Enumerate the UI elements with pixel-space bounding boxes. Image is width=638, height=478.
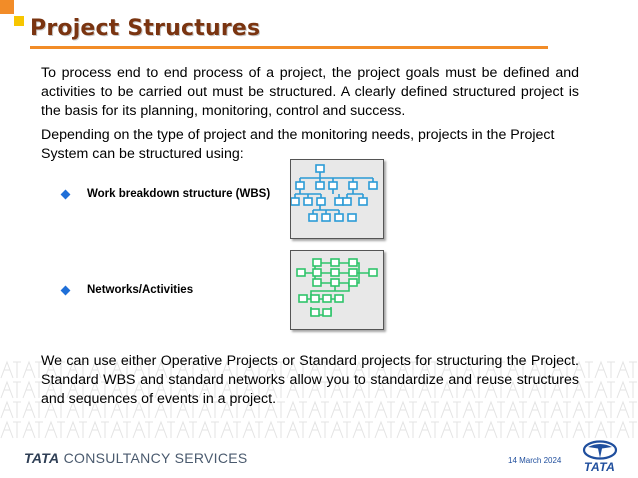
tata-brand-word: TATA: [584, 460, 616, 474]
network-diagram: [290, 250, 384, 330]
bullet-wbs-label: Work breakdown structure (WBS): [87, 188, 271, 200]
intro-paragraph: To process end to end process of a project, the project goals must be defined and activities to be carried out must be structured. A clearly defined structured project is the basis for its planning, monitoring, control and success.: [41, 65, 579, 119]
corner-square-orange: [0, 0, 14, 14]
closing-paragraph: We can use either Operative Projects or Standard projects for structuring the Project. Standard WBS and standard networks allow you to standardize and reuse structures and sequences of events in a project.: [41, 353, 579, 407]
footer-date: 14 March 2024: [508, 456, 562, 465]
tata-logo-icon: [582, 440, 618, 460]
wbs-diagram: [290, 159, 384, 239]
network-graph-icon: [291, 251, 383, 329]
wbs-hierarchy-icon: [291, 160, 383, 238]
bullet-wbs: [62, 188, 270, 200]
bullet-networks: [62, 284, 193, 296]
structuring-paragraph: Depending on the type of project and the monitoring needs, projects in the Project System can be structured using:: [41, 127, 555, 162]
footer-company-logo: TATA CONSULTANCY SERVICES: [24, 450, 248, 466]
bullet-networks-label: Networks/Activities: [87, 284, 194, 296]
bullet-diamond-icon: [61, 285, 71, 295]
slide-title: Project Structures: [30, 16, 261, 41]
bullet-diamond-icon: [61, 189, 71, 199]
corner-square-yellow: [14, 16, 24, 26]
title-underline: [30, 46, 548, 49]
